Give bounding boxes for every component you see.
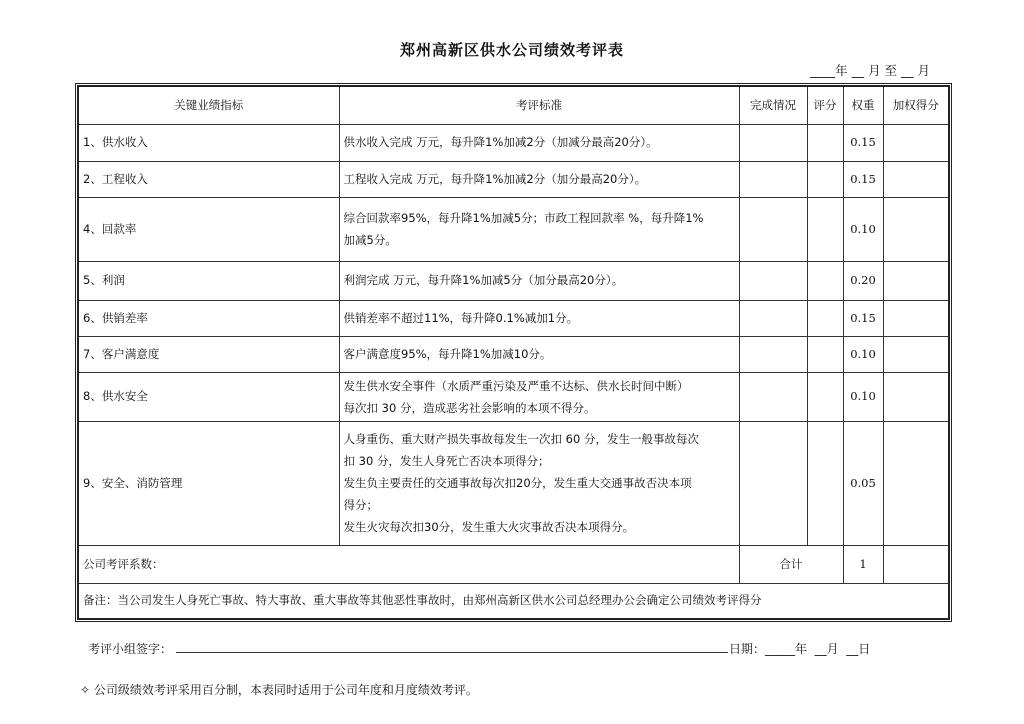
criteria-cell: [339, 197, 739, 261]
weight-cell: 0.15: [843, 300, 883, 336]
weight-cell: 0.20: [843, 261, 883, 300]
indicator-cell: 8、供水安全: [78, 372, 339, 421]
summary-row: [78, 545, 949, 583]
indicator-cell: 1、供水收入: [78, 124, 339, 161]
sign-label: 考评小组签字：: [88, 642, 173, 656]
criteria-line: 加减5分。: [343, 233, 397, 247]
score-cell[interactable]: [807, 372, 843, 421]
score-cell[interactable]: [807, 261, 843, 300]
score-cell[interactable]: [807, 124, 843, 161]
criteria-cell: 客户满意度95%，每升降1%加减10分。: [339, 336, 739, 372]
signature-field[interactable]: [176, 652, 728, 653]
criteria-cell: [339, 421, 739, 545]
weighted-score-cell[interactable]: [883, 336, 949, 372]
criteria-cell: 供水收入完成 万元，每升降1%加减2分（加减分最高20分）。: [339, 124, 739, 161]
table-header-row: [78, 86, 949, 124]
total-weighted-score-cell[interactable]: [883, 545, 949, 583]
evaluation-table: [77, 85, 950, 620]
weight-cell: 0.15: [843, 124, 883, 161]
weighted-score-cell[interactable]: [883, 124, 949, 161]
header-weighted-score: 加权得分: [883, 86, 949, 124]
completion-cell[interactable]: [739, 161, 807, 197]
table-row: [78, 161, 949, 197]
score-cell[interactable]: [807, 197, 843, 261]
weighted-score-cell[interactable]: [883, 161, 949, 197]
score-cell[interactable]: [807, 336, 843, 372]
total-label: 合计: [739, 545, 843, 583]
total-weight: 1: [843, 545, 883, 583]
criteria-cell: 利润完成 万元，每升降1%加减5分（加分最高20分）。: [339, 261, 739, 300]
score-cell[interactable]: [807, 421, 843, 545]
criteria-cell: 供销差率不超过11%，每升降0.1%减加1分。: [339, 300, 739, 336]
indicator-cell: 4、回款率: [78, 197, 339, 261]
table-row: [78, 421, 949, 545]
completion-cell[interactable]: [739, 300, 807, 336]
weight-cell: 0.10: [843, 372, 883, 421]
criteria-line: 得分；: [343, 498, 378, 512]
weight-cell: 0.10: [843, 197, 883, 261]
criteria-cell: 工程收入完成 万元，每升降1%加减2分（加分最高20分）。: [339, 161, 739, 197]
header-weight: 权重: [843, 86, 883, 124]
date-field[interactable]: 日期：_____年 __月 __日: [729, 642, 871, 656]
weighted-score-cell[interactable]: [883, 300, 949, 336]
weighted-score-cell[interactable]: [883, 197, 949, 261]
note-row: [78, 583, 949, 619]
indicator-cell: 5、利润: [78, 261, 339, 300]
indicator-cell: 9、安全、消防管理: [78, 421, 339, 545]
weighted-score-cell[interactable]: [883, 421, 949, 545]
note-text: 备注：当公司发生人身死亡事故、特大事故、重大事故等其他恶性事故时，由郑州高新区供水公司总经理办公会确定公司绩效考评得分: [78, 583, 949, 619]
criteria-line: 人身重伤、重大财产损失事故每发生一次扣 60 分，发生一般事故每次: [343, 432, 699, 446]
form-title: 郑州高新区供水公司绩效考评表: [399, 41, 624, 59]
table-row: [78, 124, 949, 161]
criteria-line: 综合回款率95%，每升降1%加减5分；市政工程回款率 %，每升降1%: [343, 211, 704, 225]
indicator-cell: 2、工程收入: [78, 161, 339, 197]
header-indicator: 关键业绩指标: [78, 86, 339, 124]
completion-cell[interactable]: [739, 124, 807, 161]
completion-cell[interactable]: [739, 197, 807, 261]
table-row: [78, 197, 949, 261]
criteria-cell: [339, 372, 739, 421]
period-line[interactable]: ____年 __ 月 至 __ 月: [810, 63, 930, 78]
completion-cell[interactable]: [739, 261, 807, 300]
indicator-cell: 7、客户满意度: [78, 336, 339, 372]
criteria-line: 发生供水安全事件（水质严重污染及严重不达标、供水长时间中断）: [343, 378, 689, 393]
table-row: [78, 261, 949, 300]
criteria-line: 发生火灾每次扣30分，发生重大火灾事故否决本项得分。: [343, 520, 635, 534]
footnote: ✧ 公司级绩效考评采用百分制，本表同时适用于公司年度和月度绩效考评。: [80, 683, 478, 697]
weight-cell: 0.05: [843, 421, 883, 545]
header-score: 评分: [807, 86, 843, 124]
criteria-line: 发生负主要责任的交通事故每次扣20分，发生重大交通事故否决本项: [343, 476, 692, 490]
completion-cell[interactable]: [739, 372, 807, 421]
weighted-score-cell[interactable]: [883, 372, 949, 421]
header-completion: 完成情况: [739, 86, 807, 124]
table-row: [78, 300, 949, 336]
table-row: [78, 336, 949, 372]
weight-cell: 0.10: [843, 336, 883, 372]
table-row: [78, 372, 949, 421]
completion-cell[interactable]: [739, 421, 807, 545]
score-cell[interactable]: [807, 161, 843, 197]
header-criteria: 考评标准: [339, 86, 739, 124]
weighted-score-cell[interactable]: [883, 261, 949, 300]
indicator-cell: 6、供销差率: [78, 300, 339, 336]
weight-cell: 0.15: [843, 161, 883, 197]
coefficient-label: 公司考评系数：: [78, 545, 739, 583]
completion-cell[interactable]: [739, 336, 807, 372]
score-cell[interactable]: [807, 300, 843, 336]
criteria-line: 每次扣 30 分，造成恶劣社会影响的本项不得分。: [343, 400, 596, 415]
criteria-line: 扣 30 分，发生人身死亡否决本项得分；: [343, 454, 550, 468]
